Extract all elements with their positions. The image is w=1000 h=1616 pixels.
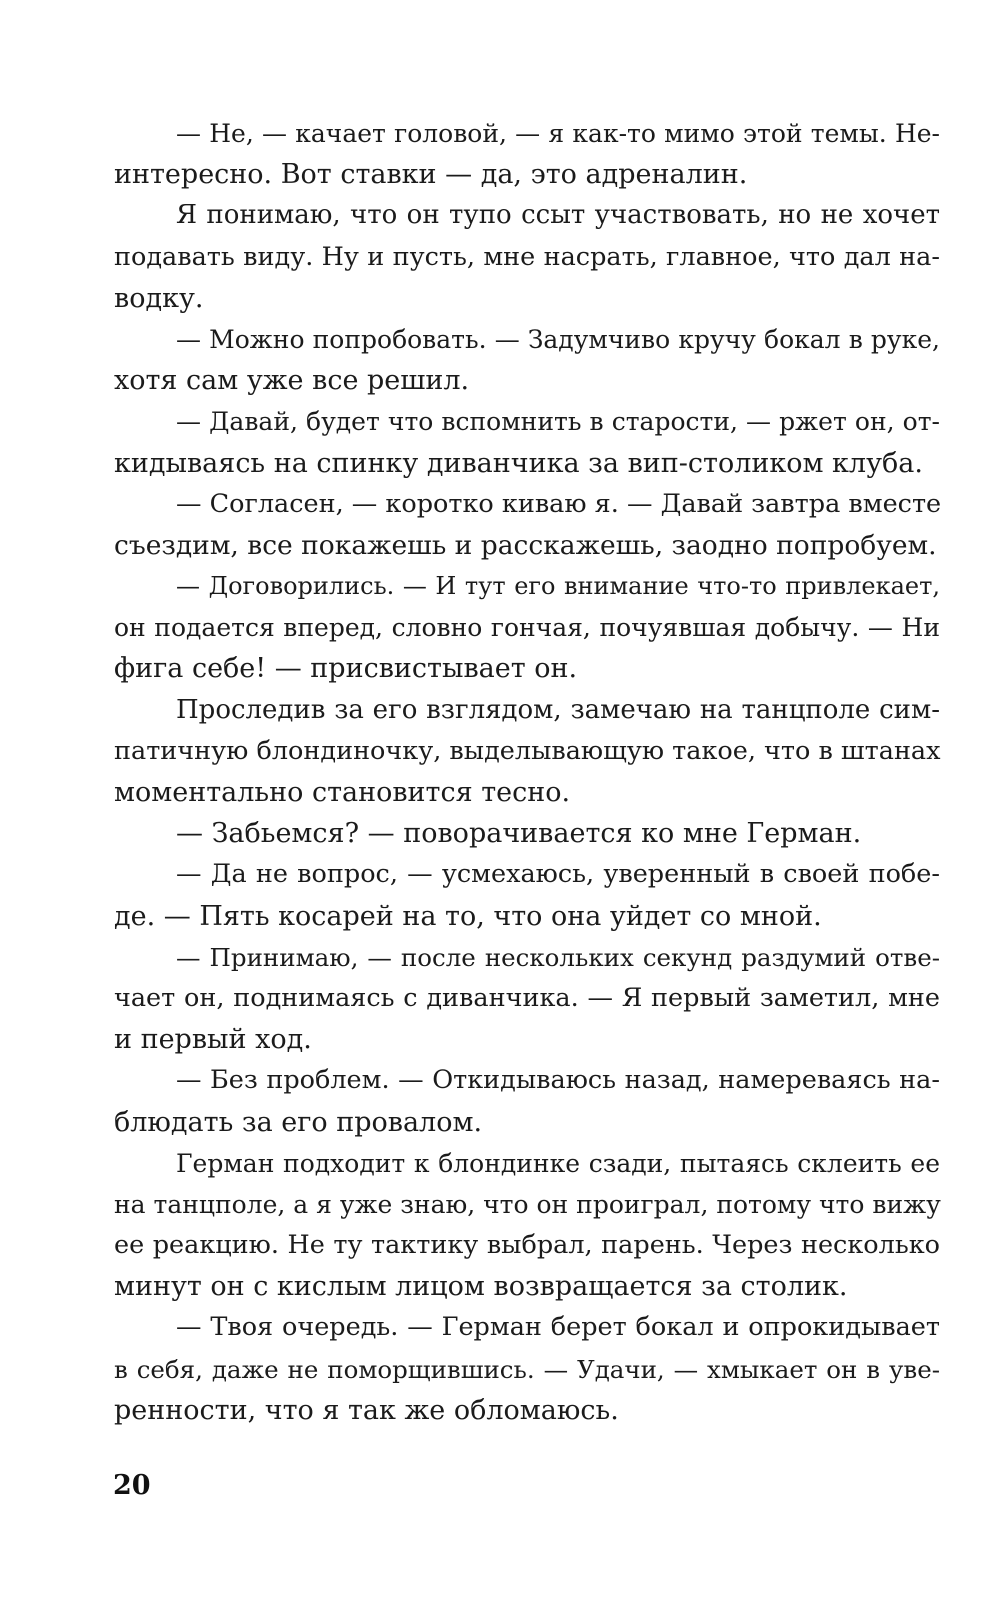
text-line: подавать виду. Ну и пусть, мне насрать, главное, что дал на-	[114, 241, 940, 272]
text-line: в себя, даже не поморщившись. — Удачи, — хмыкает он в уве-	[114, 1354, 940, 1384]
text-line: де. — Пять косарей на то, что она уйдет со мной.	[114, 900, 822, 932]
text-line: — Согласен, — коротко киваю я. — Давай завтра вместе	[176, 488, 942, 519]
text-line: чает он, поднимаясь с диванчика. — Я первый заметил, мне	[114, 982, 940, 1013]
text-line: кидываясь на спинку диванчика за вип-столиком клуба.	[114, 447, 923, 479]
text-line: Я понимаю, что он тупо ссыт участвовать, но не хочет	[176, 200, 940, 231]
text-line: и первый ход.	[114, 1024, 312, 1056]
text-line: водку.	[114, 282, 204, 314]
body-text	[114, 113, 940, 1431]
text-line: он подается вперед, словно гончая, почуявшая добычу. — Ни	[114, 613, 940, 643]
text-line: съездим, все покажешь и расскажешь, заодно попробуем.	[114, 529, 937, 561]
text-line: — Да не вопрос, — усмехаюсь, уверенный в своей побе-	[176, 859, 940, 890]
text-line: ренности, что я так же обломаюсь.	[114, 1394, 619, 1426]
text-line: блюдать за его провалом.	[114, 1106, 483, 1138]
text-line: патичную блондиночку, выделывающую такое, что в штанах	[114, 735, 941, 766]
page-number: 20	[113, 1470, 151, 1501]
text-line: — Забьемся? — поворачивается ко мне Герман.	[176, 818, 862, 850]
text-line: — Твоя очередь. — Герман берет бокал и опрокидывает	[176, 1312, 940, 1343]
text-line: ее реакцию. Не ту тактику выбрал, парень. Через несколько	[114, 1230, 940, 1261]
text-line: на танцполе, а я уже знаю, что он проиграл, потому что вижу	[114, 1189, 941, 1219]
text-line: Герман подходит к блондинке сзади, пытаясь склеить ее	[176, 1148, 940, 1178]
text-line: моментально становится тесно.	[114, 777, 571, 808]
text-line: Проследив за его взглядом, замечаю на танцполе сим-	[176, 694, 940, 725]
text-line: минут он с кислым лицом возвращается за столик.	[114, 1271, 848, 1303]
text-line: — Не, — качает головой, — я как-то мимо этой темы. Не-	[176, 119, 940, 148]
text-line: — Можно попробовать. — Задумчиво кручу бокал в руке,	[176, 324, 940, 354]
text-line: — Договорились. — И тут его внимание что-то привлекает,	[176, 572, 940, 601]
text-line: хотя сам уже все решил.	[114, 365, 470, 397]
text-line: — Без проблем. — Откидываюсь назад, намереваясь на-	[176, 1065, 940, 1096]
text-line: фига себе! — присвистывает он.	[114, 653, 578, 685]
text-line: — Принимаю, — после нескольких секунд раздумий отве-	[176, 942, 940, 972]
text-line: интересно. Вот ставки — да, это адреналин.	[114, 159, 748, 191]
text-line: — Давай, будет что вспомнить в старости, — ржет он, от-	[176, 407, 940, 437]
